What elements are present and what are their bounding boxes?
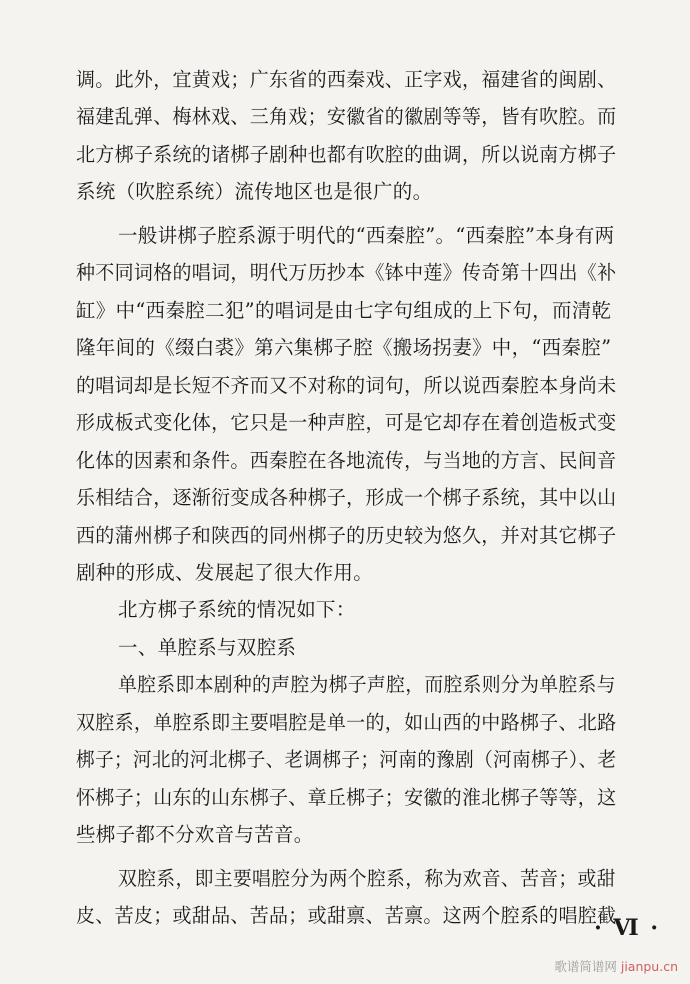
page-number: · Ⅵ ·: [594, 915, 660, 941]
section-heading: 一、单腔系与双腔系: [118, 636, 297, 659]
text-line: 单腔系即本剧种的声腔为梆子声腔，而腔系则分为单腔系与: [118, 673, 616, 696]
text-line: 的唱词却是长短不齐而又不对称的词句，所以说西秦腔本身尚未: [76, 374, 617, 397]
text-line: 北方梆子系统的诸梆子剧种也都有吹腔的曲调，所以说南方梆子: [76, 143, 617, 166]
text-line: 皮、苦皮；或甜品、苦品；或甜禀、苦禀。这两个腔系的唱腔截: [76, 904, 617, 927]
text-line: 化体的因素和条件。西秦腔在各地流传，与当地的方言、民间音: [76, 449, 617, 472]
text-line: 双腔系，单腔系即主要唱腔是单一的，如山西的中路梆子、北路: [76, 711, 617, 734]
watermark-site-name: 歌谱简谱网: [554, 959, 617, 974]
text-line: 系统（吹腔系统）流传地区也是很广的。: [76, 180, 433, 203]
watermark-url: jianpu.cn: [620, 959, 678, 974]
text-line: 隆年间的《缀白裘》第六集梆子腔《搬场拐妻》中，“西秦腔”: [76, 336, 612, 359]
text-line: 梆子；河北的河北梆子、老调梆子；河南的豫剧（河南梆子）、老: [76, 748, 617, 771]
text-line: 些梆子都不分欢音与苦音。: [76, 823, 314, 846]
text-line: 一般讲梆子腔系源于明代的“西秦腔”。“西秦腔”本身有两: [118, 224, 615, 247]
text-line: 乐相结合，逐渐衍变成各种梆子，形成一个梆子系统，其中以山: [76, 486, 617, 509]
watermark: [554, 957, 678, 975]
text-line: 怀梆子；山东的山东梆子、章丘梆子；安徽的淮北梆子等等，这: [76, 786, 617, 809]
text-line: 形成板式变化体，它只是一种声腔，可是它却存在着创造板式变: [76, 411, 617, 434]
text-line: 剧种的形成、发展起了很大作用。: [76, 561, 374, 584]
text-line: 调。此外，宜黄戏；广东省的西秦戏、正字戏，福建省的闽剧、: [76, 68, 617, 91]
text-line: 北方梆子系统的情况如下：: [118, 598, 356, 621]
text-line: 种不同词格的唱词，明代万历抄本《钵中莲》传奇第十四出《补: [76, 261, 617, 284]
text-line: 西的蒲州梆子和陕西的同州梆子的历史较为悠久，并对其它梆子: [76, 524, 617, 547]
text-line: 福建乱弹、梅林戏、三角戏；安徽省的徽剧等等，皆有吹腔。而: [76, 105, 617, 128]
text-line: 双腔系，即主要唱腔分为两个腔系，称为欢音、苦音；或甜: [118, 867, 616, 890]
text-line: 缸》中“西秦腔二犯”的唱词是由七字句组成的上下句，而清乾: [76, 299, 612, 322]
